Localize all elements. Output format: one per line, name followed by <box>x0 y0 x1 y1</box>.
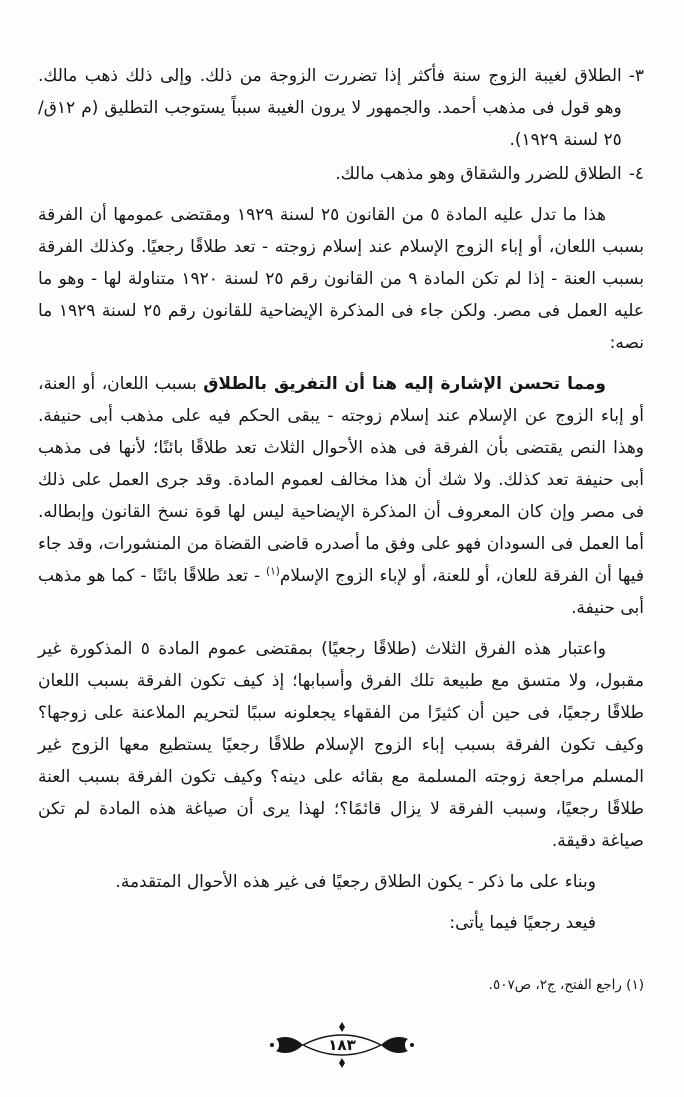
paragraph-conclusion: وبناء على ما ذكر - يكون الطلاق رجعيًا فى غير هذه الأحوال المتقدمة. <box>115 872 596 892</box>
paragraph-quote <box>38 368 644 624</box>
quote-text: بسبب اللعان، أو العنة، أو إباء الزوج عن الإسلام عند إسلام زوجته - يبقى الحكم فيه على مذهب أبى حنيفة. وهذا النص يقتضى بأن الفرقة فى هذه الأحوال الثلاث تعد طلاقًا بائنًا؛ لأنها فى مذهب أبى حنيفة تعد كذلك. ولا شك أن هذا مخالف لعموم المادة. وقد جرى العمل على ذلك فى مصر وإن كان المعروف أن المذكرة الإيضاحية ليس لها قوة نسخ القانون وإبطاله. أما العمل فى السودان فهو على وفق ما أصدره قاضى القضاة من المنشورات، وقد جاء فيها أن الفرقة للعان، أو للعنة، أو لإباء الزوج الإسلام <box>38 374 645 586</box>
item-text: الطلاق لغيبة الزوج سنة فأكثر إذا تضررت الزوجة من ذلك. وإلى ذلك ذهب مالك. وهو قول فى مذهب أحمد. والجمهور لا يرون الغيبة سبباً يستوجب التطليق (م ١٢ق/ ٢٥ لسنة ١٩٢٩). <box>38 66 622 150</box>
quote-bold-lead: ومما تحسن الإشارة إليه هنا أن التفريق بالطلاق <box>203 374 606 394</box>
numbered-list <box>38 60 644 190</box>
quote-text-continued: - تعد طلاقًا بائنًا - كما هو مذهب أبى حنيفة. <box>38 566 644 618</box>
footnote: (١) راجع الفتح، ج٢، ص٥٠٧. <box>488 977 644 993</box>
page-text <box>38 60 644 939</box>
footnote-reference: (١) <box>266 565 280 578</box>
page-number-ornament <box>267 1021 417 1069</box>
list-item <box>38 158 644 190</box>
item-number: ٤- <box>628 164 644 184</box>
item-text: الطلاق للضرر والشقاق وهو مذهب مالك. <box>335 164 622 184</box>
item-number: ٣- <box>628 66 644 86</box>
list-item <box>38 60 644 156</box>
paragraph-critique: واعتبار هذه الفرق الثلاث (طلاقًا رجعيًا) بمقتضى عموم المادة ٥ المذكورة غير مقبول، ولا متسق مع طبيعة تلك الفرق وأسبابها؛ إذ كيف تكون الفرقة بسبب اللعان طلاقًا رجعيًا، فى حين أن كثيرًا من الفقهاء يجعلونه سببًا لتحريم الملاعنة على زوجها؟ وكيف تكون الفرقة بسبب إباء الزوج الإسلام طلاقًا رجعيًا يستطيع معها الزوج غير المسلم مراجعة زوجته المسلمة مع بقائه على دينه؟ وكيف تكون الفرقة بسبب العنة طلاقًا رجعيًا، وسبب الفرقة لا يزال قائمًا؟؛ لهذا يرى أن صياغة هذه المادة لم تكن صياغة دقيقة. <box>38 639 644 851</box>
page-number: ١٨٣ <box>328 1036 356 1054</box>
paragraph-intro: هذا ما تدل عليه المادة ٥ من القانون ٢٥ لسنة ١٩٢٩ ومقتضى عمومها أن الفرقة بسبب اللعان، أو إباء الزوج الإسلام عند إسلام زوجته - تعد طلاقًا رجعيًا. وكذلك الفرقة بسبب العنة - إذا لم تكن المادة ٩ من القانون رقم ٢٥ لسنة ١٩٢٠ متناولة لها - وهو ما عليه العمل فى مصر. ولكن جاء فى المذكرة الإيضاحية للقانون رقم ٢٥ لسنة ١٩٢٩ ما نصه: <box>38 205 644 353</box>
paragraph-lead-in: فيعد رجعيًا فيما يأتى: <box>449 913 596 933</box>
